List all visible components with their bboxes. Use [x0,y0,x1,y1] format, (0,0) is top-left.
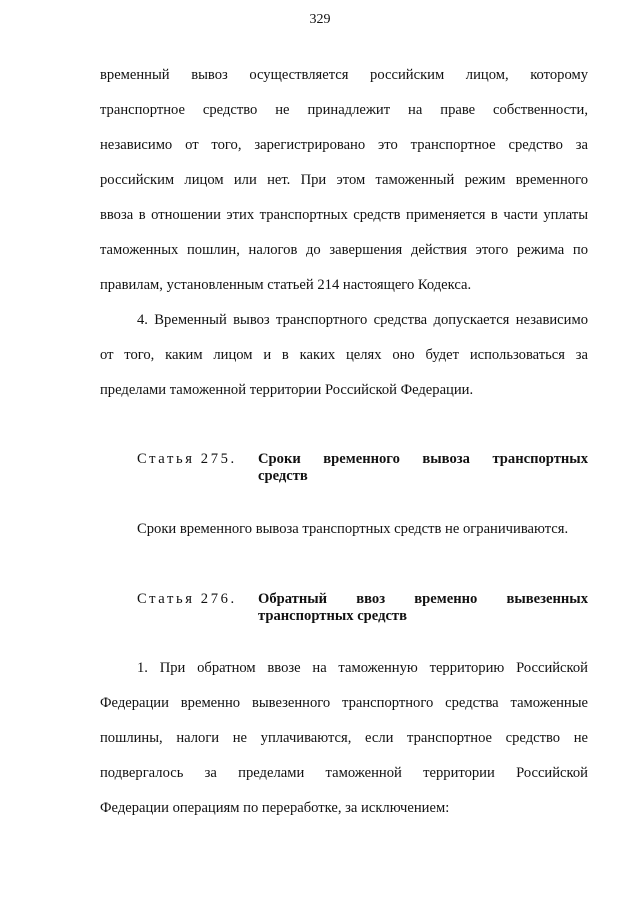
paragraph-line: пошлины, налоги не уплачиваются, если транспортное средство не [100,730,588,746]
paragraph-line: временный вывоз осуществляется российским лицом, которому [100,67,588,83]
paragraph-line: 1. При обратном ввозе на таможенную территорию Российской [137,660,588,676]
paragraph-line: российским лицом или нет. При этом таможенный режим временного [100,172,588,188]
paragraph-line: подвергалось за пределами таможенной территории Российской [100,765,588,781]
paragraph-line: пределами таможенной территории Российской Федерации. [100,382,474,398]
article-276-label: Статья 276. [137,591,237,607]
article-275-title-line-2: средств [258,468,308,484]
article-275-title [258,451,588,485]
article-275-title-line-1: Сроки временного вывоза транспортных [258,451,588,467]
paragraph-line: от того, каким лицом и в каких целях оно будет использоваться за [100,347,588,363]
paragraph-line: независимо от того, зарегистрировано это транспортное средство за [100,137,588,153]
article-275-text: Сроки временного вывоза транспортных средств не ограничиваются. [137,521,569,537]
article-276-title [258,591,588,625]
paragraph-line: Федерации временно вывезенного транспортного средства таможенные [100,695,588,711]
article-275-label: Статья 275. [137,451,237,467]
article-276-title-line-2: транспортных средств [258,608,407,624]
paragraph-line: 4. Временный вывоз транспортного средства допускается независимо [137,312,588,328]
paragraph-line: правилам, установленным статьей 214 настоящего Кодекса. [100,277,472,293]
page-number: 329 [309,12,331,27]
paragraph-line: транспортное средство не принадлежит на праве собственности, [100,102,588,118]
article-276-title-line-1: Обратный ввоз временно вывезенных [258,591,588,607]
paragraph-line: Федерации операциям по переработке, за исключением: [100,800,450,816]
paragraph-line: таможенных пошлин, налогов до завершения действия этого режима по [100,242,588,258]
paragraph-line: ввоза в отношении этих транспортных средств применяется в части уплаты [100,207,588,223]
